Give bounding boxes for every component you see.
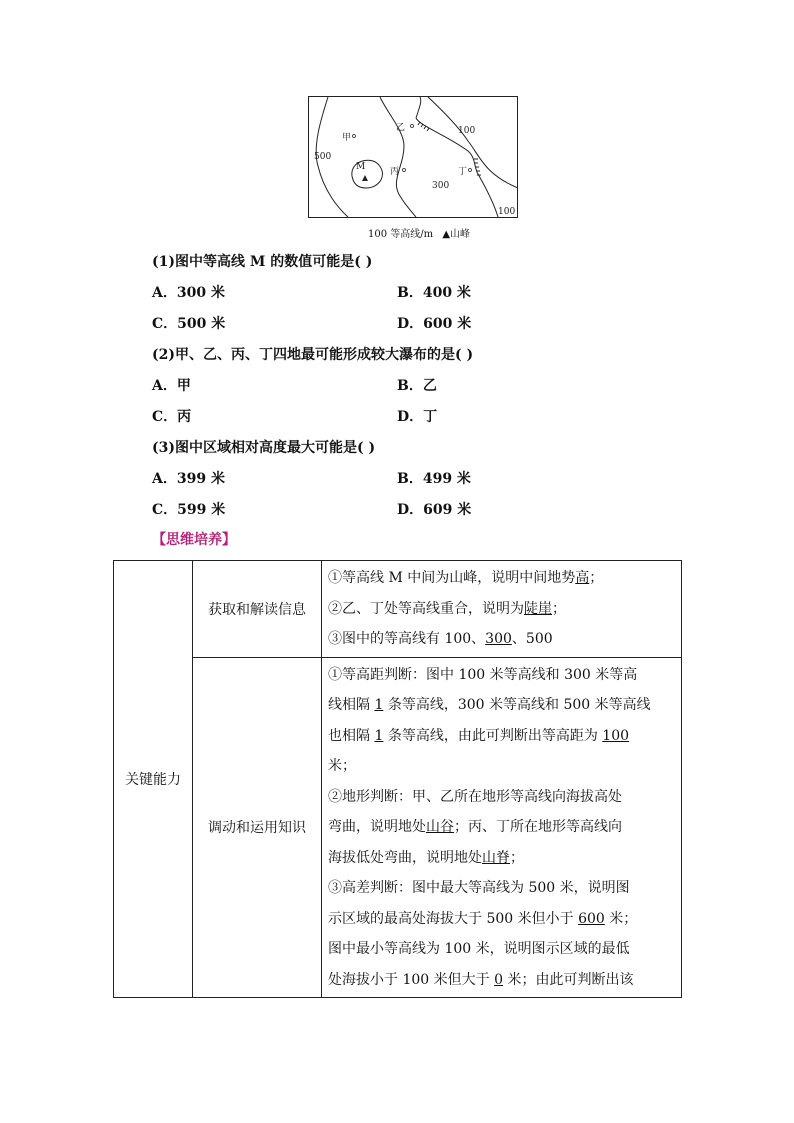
question-1-stem: (1)图中等高线 M 的数值可能是( ): [152, 254, 373, 270]
question-2-option-b: B．乙: [397, 378, 437, 394]
label-ding: 丁: [458, 167, 468, 177]
map-legend: [368, 225, 476, 240]
content-line: 米；: [328, 758, 356, 774]
content-line: ①等高线 M 中间为山峰，说明中间地势高；: [328, 570, 604, 586]
answer-blank: 1: [374, 727, 384, 744]
contour-100: [428, 97, 518, 188]
content-line: ③图中的等高线有 100、300、500: [328, 631, 553, 647]
content-line: ①等高距判断：图中 100 米等高线和 300 米等高: [328, 666, 638, 683]
answer-blank: 1: [374, 697, 384, 713]
question-3-option-c: C．599 米: [152, 502, 226, 518]
answer-blank: 山脊: [482, 849, 510, 866]
question-2-option-a: A．甲: [152, 378, 191, 394]
content-line: 处海拔小于 100 米但大于 0 米；由此可判断出该: [328, 971, 634, 988]
label-300: 300: [432, 181, 450, 191]
table-row: [114, 657, 682, 998]
contour-map: [308, 96, 518, 218]
answer-blank: 0: [494, 971, 503, 988]
question-1-option-c: C．500 米: [152, 316, 226, 332]
label-jia: 甲: [342, 133, 352, 143]
content-line: 弯曲，说明地处山谷；丙、丁所在地形等高线向: [328, 819, 622, 835]
ability-table: [113, 560, 682, 998]
answer-blank: 山谷: [426, 819, 454, 835]
question-3-option-d: D．609 米: [397, 502, 472, 518]
question-2-stem: (2)甲、乙、丙、丁四地最可能形成较大瀑布的是( ): [152, 347, 474, 363]
content-line: 也相隔 1 条等高线，由此可判断出等高距为 100: [328, 727, 630, 744]
question-2-option-d: D．丁: [397, 409, 438, 425]
contour-300: [380, 97, 416, 217]
content-line: 示区域的最高处海拔大于 500 米但小于 600 米；: [328, 910, 638, 927]
content-line: 线相隔 1 条等高线，300 米等高线和 500 米等高线: [328, 697, 651, 713]
question-3-stem: (3)图中区域相对高度最大可能是( ): [152, 440, 376, 456]
question-3-option-b: B．499 米: [397, 471, 471, 487]
content-line: 图中最小等高线为 100 米，说明图示区域的最低: [328, 941, 630, 957]
row-content: [322, 561, 682, 658]
section-title: 【思维培养】: [152, 532, 236, 548]
question-1-option-d: D．600 米: [397, 316, 472, 332]
label-500: 500: [314, 152, 332, 162]
content-line: 海拔低处弯曲，说明地处山脊；: [328, 849, 524, 866]
label-100-top: 100: [458, 126, 476, 136]
question-2-option-c: C．丙: [152, 409, 192, 425]
legend-contour: 100 等高线/m: [368, 229, 434, 240]
answer-blank: 300: [485, 631, 512, 647]
content-line: ②地形判断：甲、乙所在地形等高线向海拔高处: [328, 788, 622, 805]
label-100-bottom: 100: [498, 207, 516, 217]
legend-peak: ▲山峰: [442, 229, 471, 240]
answer-blank: 100: [602, 727, 630, 744]
row-label: 获取和解读信息: [193, 561, 322, 658]
category-cell: 关键能力: [114, 561, 193, 998]
contour-cliff: [416, 97, 498, 217]
table-row: [114, 561, 682, 658]
answer-blank: 陡崖: [524, 600, 552, 617]
question-1-option-b: B．400 米: [397, 285, 471, 301]
label-m: M: [356, 162, 366, 172]
label-yi: 乙: [396, 123, 406, 133]
peak-icon: [362, 175, 368, 181]
label-bing: 丙: [390, 167, 400, 177]
question-3-option-a: A．399 米: [152, 471, 225, 487]
row-content: [322, 657, 682, 998]
row-label: 调动和运用知识: [193, 657, 322, 998]
answer-blank: 600: [578, 910, 605, 927]
question-1-option-a: A．300 米: [152, 285, 225, 301]
answer-blank: 高: [575, 570, 590, 586]
content-line: ②乙、丁处等高线重合，说明为陡崖；: [328, 600, 566, 617]
content-line: ③高差判断：图中最大等高线为 500 米，说明图: [328, 880, 630, 896]
